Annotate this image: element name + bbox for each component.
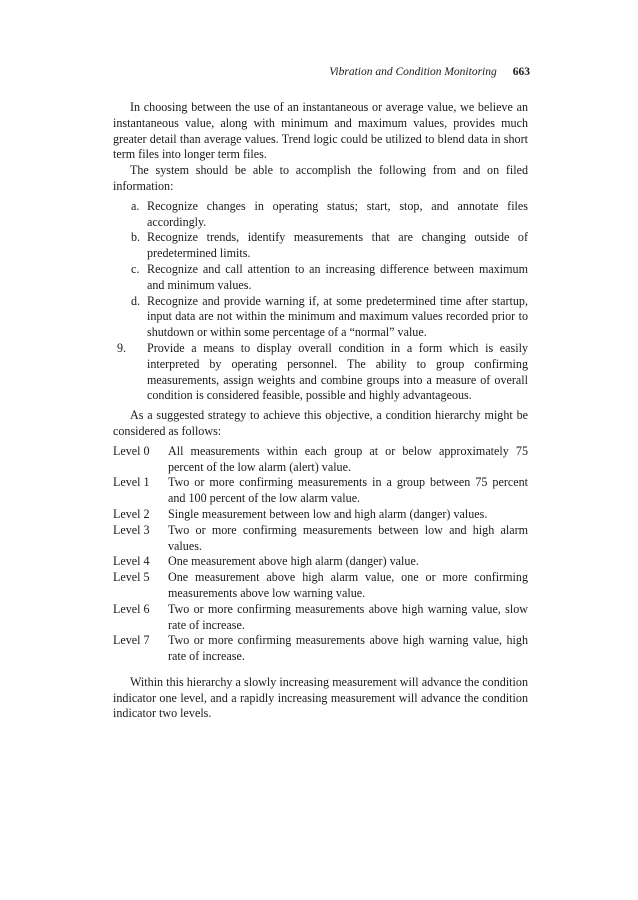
level-2 xyxy=(113,507,528,523)
level-text: Two or more confirming measurements above high warning value, high rate of increase. xyxy=(168,633,528,664)
sub-item-d xyxy=(113,294,528,341)
level-text: Single measurement between low and high alarm (danger) values. xyxy=(168,506,488,521)
sub-item-c xyxy=(113,262,528,294)
level-label: Level 3 xyxy=(113,522,150,537)
numbered-item-9 xyxy=(113,341,528,404)
sub-item-text: Recognize and provide warning if, at some predetermined time after startup, input data are not within the minimum and maximum values recorded prior to shutdown or within some percentage of a “normal” value. xyxy=(147,293,528,340)
sub-item-text: Recognize changes in operating status; start, stop, and annotate files accordingly. xyxy=(147,198,528,229)
level-text: Two or more confirming measurements in a group between 75 percent and 100 percent of the low alarm value. xyxy=(168,475,528,506)
page-number: 663 xyxy=(512,66,530,78)
sub-item-text: Recognize trends, identify measurements that are changing outside of predetermined limits. xyxy=(147,230,528,261)
strategy-paragraph: As a suggested strategy to achieve this objective, a condition hierarchy might be considered as follows: xyxy=(113,408,528,438)
sub-item-label: c. xyxy=(131,261,140,276)
level-0 xyxy=(113,444,528,476)
level-label: Level 4 xyxy=(113,554,150,569)
sub-item-label: a. xyxy=(131,198,140,213)
level-label: Level 7 xyxy=(113,633,150,648)
level-7 xyxy=(113,633,528,665)
running-head-title: Vibration and Condition Monitoring xyxy=(329,66,497,78)
level-5 xyxy=(113,570,528,602)
level-6 xyxy=(113,602,528,634)
level-label: Level 5 xyxy=(113,570,150,585)
sub-item-text: Recognize and call attention to an increasing difference between maximum and minimum values. xyxy=(147,261,528,292)
level-text: All measurements within each group at or below approximately 75 percent of the low alarm (alert) value. xyxy=(168,443,528,474)
running-head xyxy=(290,66,530,78)
level-label: Level 2 xyxy=(113,506,150,521)
level-label: Level 0 xyxy=(113,443,150,458)
body-text xyxy=(113,100,528,722)
sub-item-label: d. xyxy=(131,293,141,308)
level-label: Level 1 xyxy=(113,475,150,490)
level-text: One measurement above high alarm (danger) value. xyxy=(168,554,419,569)
system-paragraph: The system should be able to accomplish the following from and on filed information: xyxy=(113,163,528,193)
level-3 xyxy=(113,523,528,555)
numbered-item-text: Provide a means to display overall condition in a form which is easily interpreted by operating personnel. The ability to group confirming measurements, assign weights and combine groups into a measure of overall condition is considered feasible, possible and highly advantageous. xyxy=(147,340,528,403)
numbered-item-label: 9. xyxy=(117,340,127,355)
level-text: One measurement above high alarm value, one or more confirming measurements above low warning value. xyxy=(168,570,528,600)
level-label: Level 6 xyxy=(113,601,150,616)
sub-item-a xyxy=(113,199,528,231)
closing-paragraph: Within this hierarchy a slowly increasing measurement will advance the condition indicator one level, and a rapidly increasing measurement will advance the condition indicator two levels. xyxy=(113,674,528,721)
sub-item-b xyxy=(113,230,528,262)
level-1 xyxy=(113,475,528,507)
level-4 xyxy=(113,554,528,570)
level-text: Two or more confirming measurements above high warning value, slow rate of increase. xyxy=(168,601,528,632)
level-text: Two or more confirming measurements between low and high alarm values. xyxy=(168,522,528,553)
intro-paragraph: In choosing between the use of an instantaneous or average value, we believe an instantaneous value, along with minimum and maximum values, provides much greater detail than average values. Trend logic could be utilized to blend data in short term files into longer term files. xyxy=(113,100,528,162)
sub-item-label: b. xyxy=(131,230,141,245)
